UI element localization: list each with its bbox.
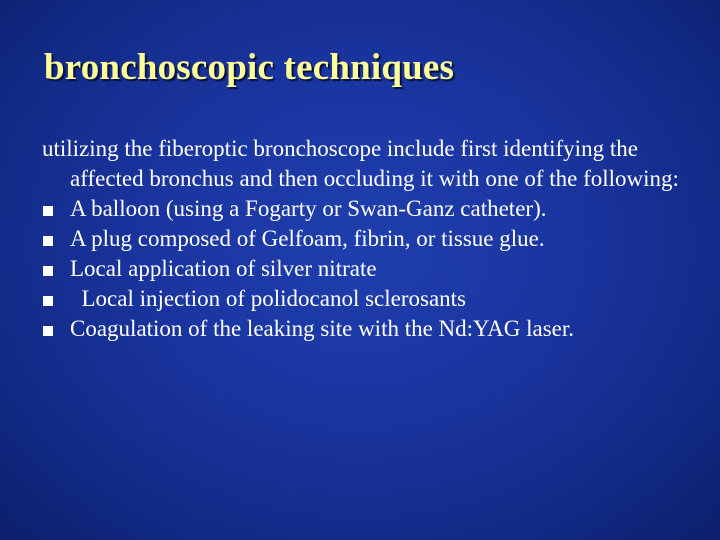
square-bullet-icon — [43, 326, 53, 336]
square-bullet-icon — [43, 266, 53, 276]
slide-title: bronchoscopic techniques — [44, 47, 455, 88]
square-bullet-icon — [43, 236, 53, 246]
bullet-text: A plug composed of Gelfoam, fibrin, or tissue glue. — [70, 226, 545, 251]
bullet-list — [42, 194, 682, 344]
list-item — [42, 224, 682, 254]
bullet-text: Local injection of polidocanol sclerosants — [70, 286, 466, 311]
intro-text: utilizing the fiberoptic bronchoscope include first identifying the affected bronchus and then occluding it with one of the following: — [42, 136, 679, 191]
list-item — [42, 254, 682, 284]
bullet-text: Coagulation of the leaking site with the Nd:YAG laser. — [70, 316, 574, 341]
list-item — [42, 284, 682, 314]
bullet-text: A balloon (using a Fogarty or Swan-Ganz catheter). — [70, 196, 547, 221]
square-bullet-icon — [43, 296, 53, 306]
list-item — [42, 314, 682, 344]
slide-body — [42, 134, 682, 344]
bullet-text: Local application of silver nitrate — [70, 256, 377, 281]
list-item — [42, 194, 682, 224]
square-bullet-icon — [43, 206, 53, 216]
